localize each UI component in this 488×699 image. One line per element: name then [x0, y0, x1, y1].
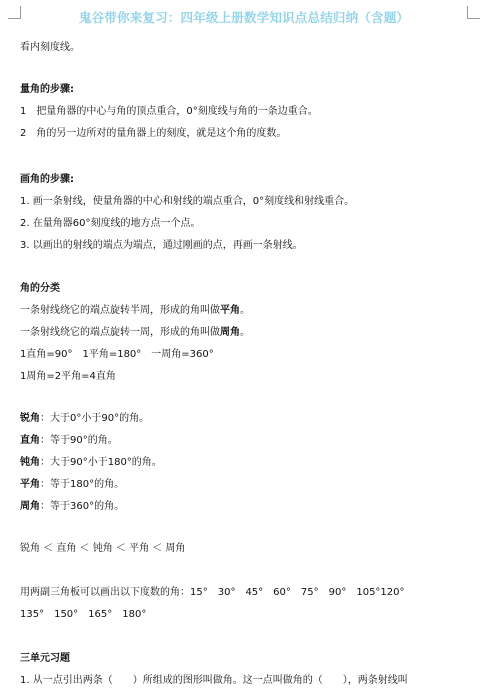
- right-angle-text: ：等于90°的角。: [40, 435, 118, 446]
- straight-angle-def-text: ：等于180°的角。: [40, 479, 125, 490]
- full-angle-definition: [20, 327, 250, 339]
- measure-step-1: 1 把量角器的中心与角的顶点重合，0°刻度线与角的一条边重合。: [20, 106, 318, 117]
- acute-angle-definition: [20, 413, 149, 425]
- full-angle-def: [20, 501, 124, 513]
- straight-angle-definition: [20, 305, 250, 317]
- straight-angle-term: 平角: [220, 305, 240, 316]
- exercise-question-1: 1. 从一点引出两条（ ）所组成的图形叫做角。这一点叫做角的（ ），两条射线叫: [20, 675, 408, 686]
- full-angle-end: 。: [240, 327, 250, 338]
- classify-heading: 角的分类: [20, 283, 60, 294]
- full-angle-def-term: 周角: [20, 501, 40, 512]
- angle-relation-1: 1直角=90° 1平角=180° 一周角=360°: [20, 349, 214, 360]
- acute-angle-text: ：大于0°小于90°的角。: [40, 413, 150, 424]
- full-angle-term: 周角: [220, 327, 240, 338]
- exercise-heading: 三单元习题: [20, 653, 70, 664]
- triangle-ruler-angles-line-1: 用两副三角板可以画出以下度数的角：15° 30° 45° 60° 75° 90° 105°120°: [20, 587, 405, 598]
- angle-order: 锐角 ＜ 直角 ＜ 钝角 ＜ 平角 ＜ 周角: [20, 543, 186, 554]
- draw-step-1: 1. 画一条射线，使量角器的中心和射线的端点重合，0°刻度线和射线重合。: [20, 196, 355, 207]
- straight-angle-def-term: 平角: [20, 479, 40, 490]
- page-header-title: 鬼谷带你来复习：四年级上册数学知识点总结归纳（含题）: [78, 10, 410, 25]
- straight-angle-def: [20, 479, 124, 491]
- triangle-ruler-angles-line-2: 135° 150° 165° 180°: [20, 609, 147, 620]
- obtuse-angle-term: 钝角: [20, 457, 40, 468]
- full-angle-def-text: ：等于360°的角。: [40, 501, 125, 512]
- draw-step-3: 3. 以画出的射线的端点为端点，通过刚画的点，再画一条射线。: [20, 240, 303, 251]
- acute-angle-term: 锐角: [20, 413, 40, 424]
- angle-relation-2: 1周角=2平角=4直角: [20, 371, 116, 382]
- right-angle-definition: [20, 435, 118, 447]
- obtuse-angle-text: ：大于90°小于180°的角。: [40, 457, 162, 468]
- intro-text: 看内刻度线。: [20, 42, 80, 53]
- measure-step-2: 2 角的另一边所对的量角器上的刻度，就是这个角的度数。: [20, 128, 287, 139]
- measure-heading: 量角的步骤:: [20, 84, 74, 95]
- right-angle-term: 直角: [20, 435, 40, 446]
- straight-angle-prefix: 一条射线绕它的端点旋转半周，形成的角叫做: [20, 305, 220, 316]
- draw-heading: 画角的步骤:: [20, 174, 74, 185]
- draw-step-2: 2. 在量角器60°刻度线的地方点一个点。: [20, 218, 201, 229]
- obtuse-angle-definition: [20, 457, 162, 469]
- full-angle-prefix: 一条射线绕它的端点旋转一周，形成的角叫做: [20, 327, 220, 338]
- straight-angle-end: 。: [240, 305, 250, 316]
